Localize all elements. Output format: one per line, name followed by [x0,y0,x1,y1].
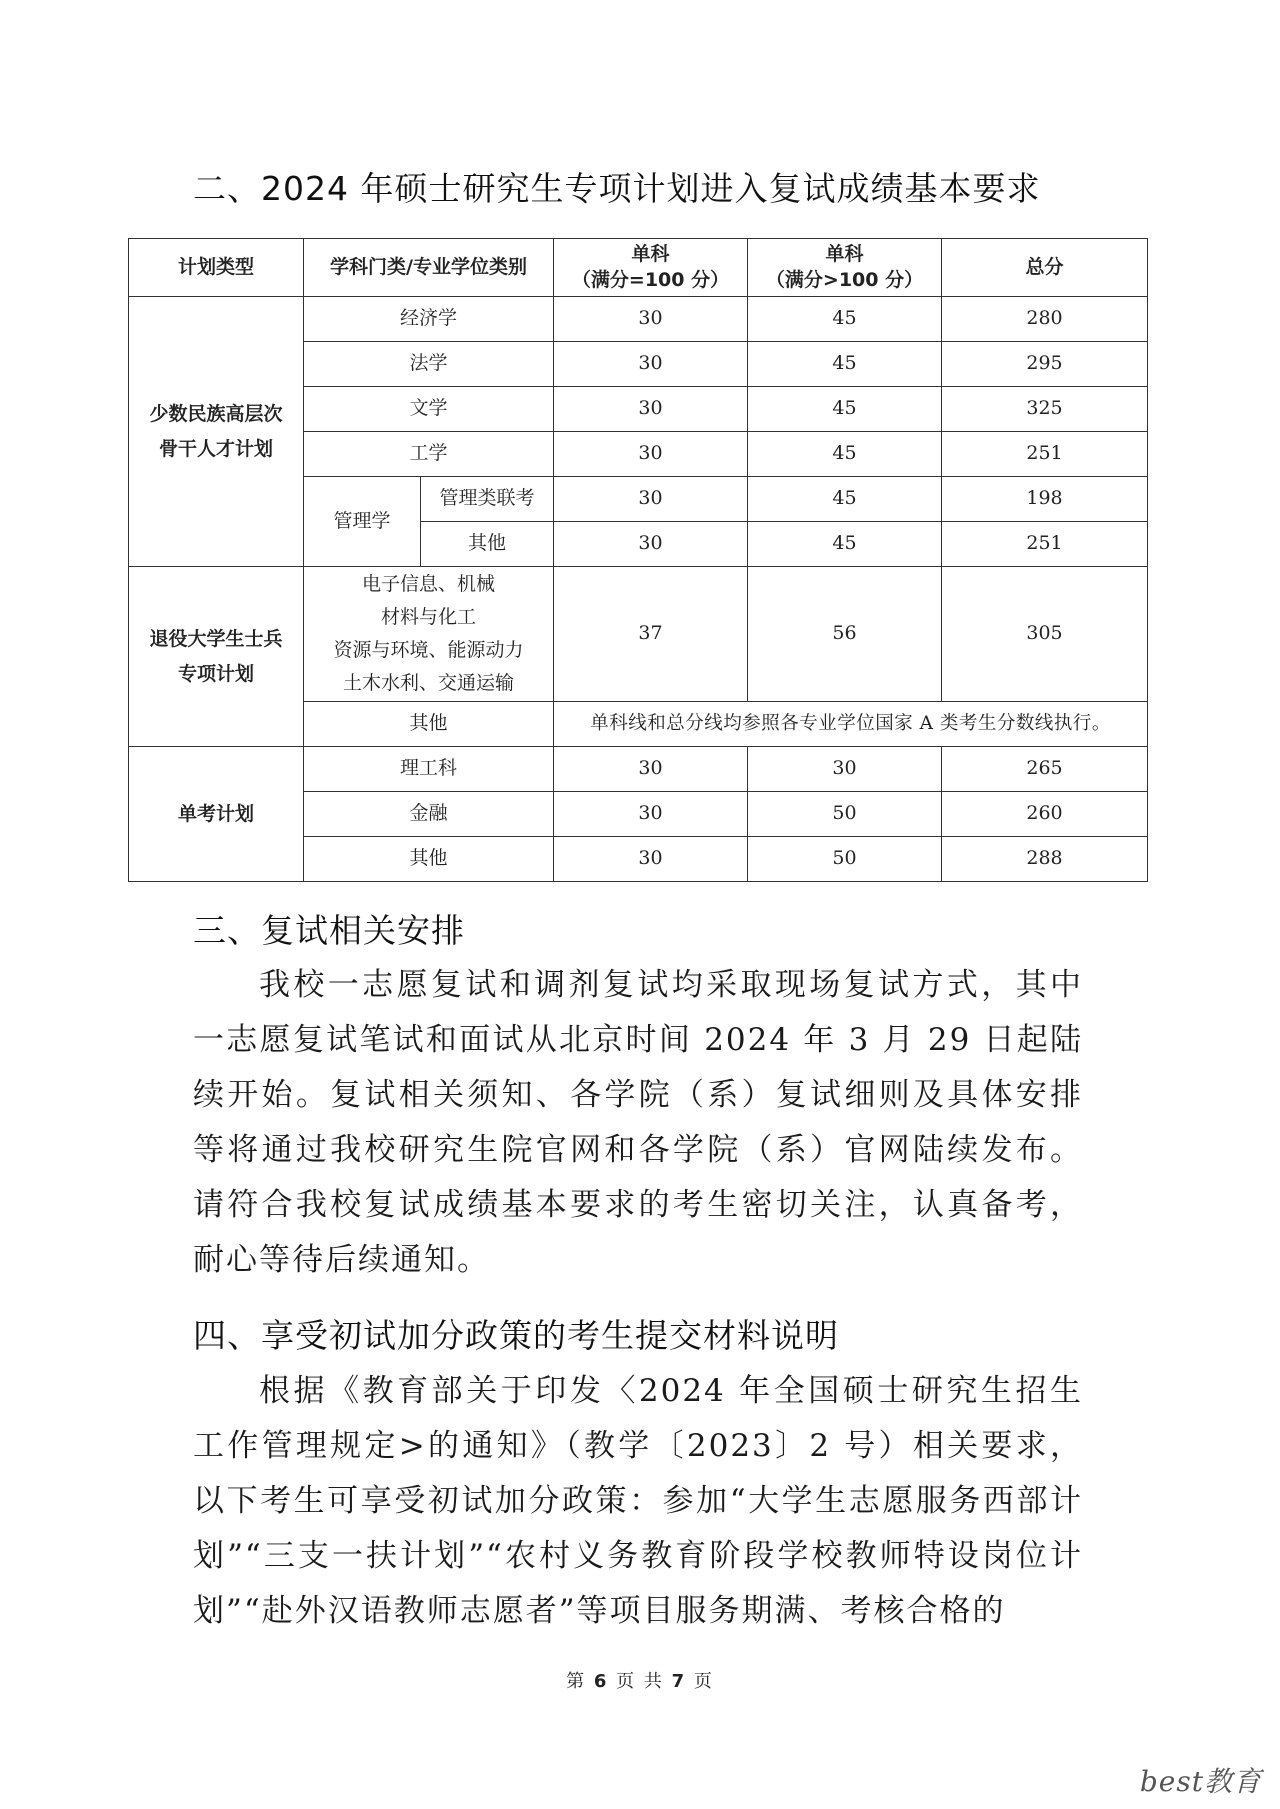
table-row [129,747,1148,792]
single-100-cell: 30 [554,387,748,432]
header-total: 总分 [942,239,1148,297]
total-cell: 265 [942,747,1148,792]
single-over-cell: 45 [748,432,942,477]
watermark: best教育 [1139,1765,1262,1798]
single-over-cell: 30 [748,747,942,792]
header-single-over-line2: （满分>100 分） [765,268,924,291]
single-100-cell: 30 [554,477,748,522]
single-100-cell: 37 [554,567,748,702]
header-single-100-line2: （满分=100 分） [571,268,730,291]
single-over-cell: 45 [748,297,942,342]
single-over-cell: 56 [748,567,942,702]
category-cell: 其他 [304,702,554,747]
total-cell: 251 [942,522,1148,567]
total-cell: 288 [942,837,1148,882]
total-cell: 251 [942,432,1148,477]
category-cell: 法学 [304,342,554,387]
total-cell: 280 [942,297,1148,342]
section-3-paragraph: 我校一志愿复试和调剂复试均采取现场复试方式，其中一志愿复试笔试和面试从北京时间 2024 年 3 月 29 日起陆续开始。复试相关须知、各学院（系）复试细则及具体安排等将通过我校研究生院官网和各学院（系）官网陆续发布。请符合我校复试成绩基本要求的考生密切关注，认真备考，耐心等待后续通知。 [193,967,1083,1278]
plan-veteran-line2: 专项计划 [177,662,254,685]
single-over-cell: 45 [748,477,942,522]
veteran-category-line2: 材料与化工 [381,605,477,628]
footer-suffix: 页 [693,1671,714,1692]
header-single-100-line1: 单科 [631,242,670,265]
header-plan-type: 计划类型 [129,239,304,297]
section-4-heading: 四、享受初试加分政策的考生提交材料说明 [193,1316,839,1355]
single-100-cell: 30 [554,297,748,342]
veteran-category-line4: 土木水利、交通运输 [343,672,515,695]
total-cell: 260 [942,792,1148,837]
category-cell: 工学 [304,432,554,477]
management-label-cell: 管理学 [304,477,421,567]
subcategory-cell: 管理类联考 [421,477,554,522]
single-over-cell: 50 [748,792,942,837]
category-cell: 金融 [304,792,554,837]
table-row [129,567,1148,702]
footer-total-pages: 7 [671,1671,687,1692]
plan-minority-line2: 骨干人才计划 [158,437,273,460]
veteran-category-line3: 资源与环境、能源动力 [333,639,524,661]
category-cell: 理工科 [304,747,554,792]
category-cell: 其他 [304,837,554,882]
category-cell: 文学 [304,387,554,432]
single-over-cell: 45 [748,387,942,432]
section-2-heading: 二、2024 年硕士研究生专项计划进入复试成绩基本要求 [193,169,1041,208]
header-category: 学科门类/专业学位类别 [304,239,554,297]
footer-prefix: 第 [566,1671,587,1692]
single-over-cell: 50 [748,837,942,882]
single-100-cell: 30 [554,522,748,567]
single-over-cell: 45 [748,342,942,387]
plan-veteran-cell [129,567,304,747]
footer-middle: 页 共 [616,1671,664,1692]
total-cell: 325 [942,387,1148,432]
section-4-paragraph: 根据《教育部关于印发〈2024 年全国硕士研究生招生工作管理规定>的通知》（教学〔2023〕2 号）相关要求，以下考生可享受初试加分政策：参加“大学生志愿服务西部计划”“三支一扶计划”“农村义务教育阶段学校教师特设岗位计划”“赴外汉语教师志愿者”等项目服务期满、考核合格的 [193,1373,1083,1629]
single-100-cell: 30 [554,837,748,882]
header-single-over-100 [748,239,942,297]
subcategory-cell: 其他 [421,522,554,567]
plan-veteran-line1: 退役大学生士兵 [149,628,283,651]
single-100-cell: 30 [554,342,748,387]
plan-minority-cell [129,297,304,567]
veteran-other-note: 单科线和总分线均参照各专业学位国家 A 类考生分数线执行。 [554,702,1148,747]
veteran-engineering-categories [304,567,554,702]
total-cell: 295 [942,342,1148,387]
footer-page-number: 6 [593,1671,609,1692]
veteran-category-line1: 电子信息、机械 [362,572,496,595]
plan-minority-line1: 少数民族高层次 [149,403,283,426]
category-cell: 经济学 [304,297,554,342]
total-cell: 198 [942,477,1148,522]
single-100-cell: 30 [554,432,748,477]
header-single-100 [554,239,748,297]
table-row [129,297,1148,342]
table-header-row [129,239,1148,297]
page-footer [0,1667,1280,1693]
total-cell: 305 [942,567,1148,702]
single-over-cell: 45 [748,522,942,567]
header-single-over-line1: 单科 [825,242,864,265]
single-100-cell: 30 [554,792,748,837]
plan-single-exam-cell: 单考计划 [129,747,304,882]
single-100-cell: 30 [554,747,748,792]
section-3-heading: 三、复试相关安排 [193,911,465,950]
score-requirements-table [128,238,1148,882]
